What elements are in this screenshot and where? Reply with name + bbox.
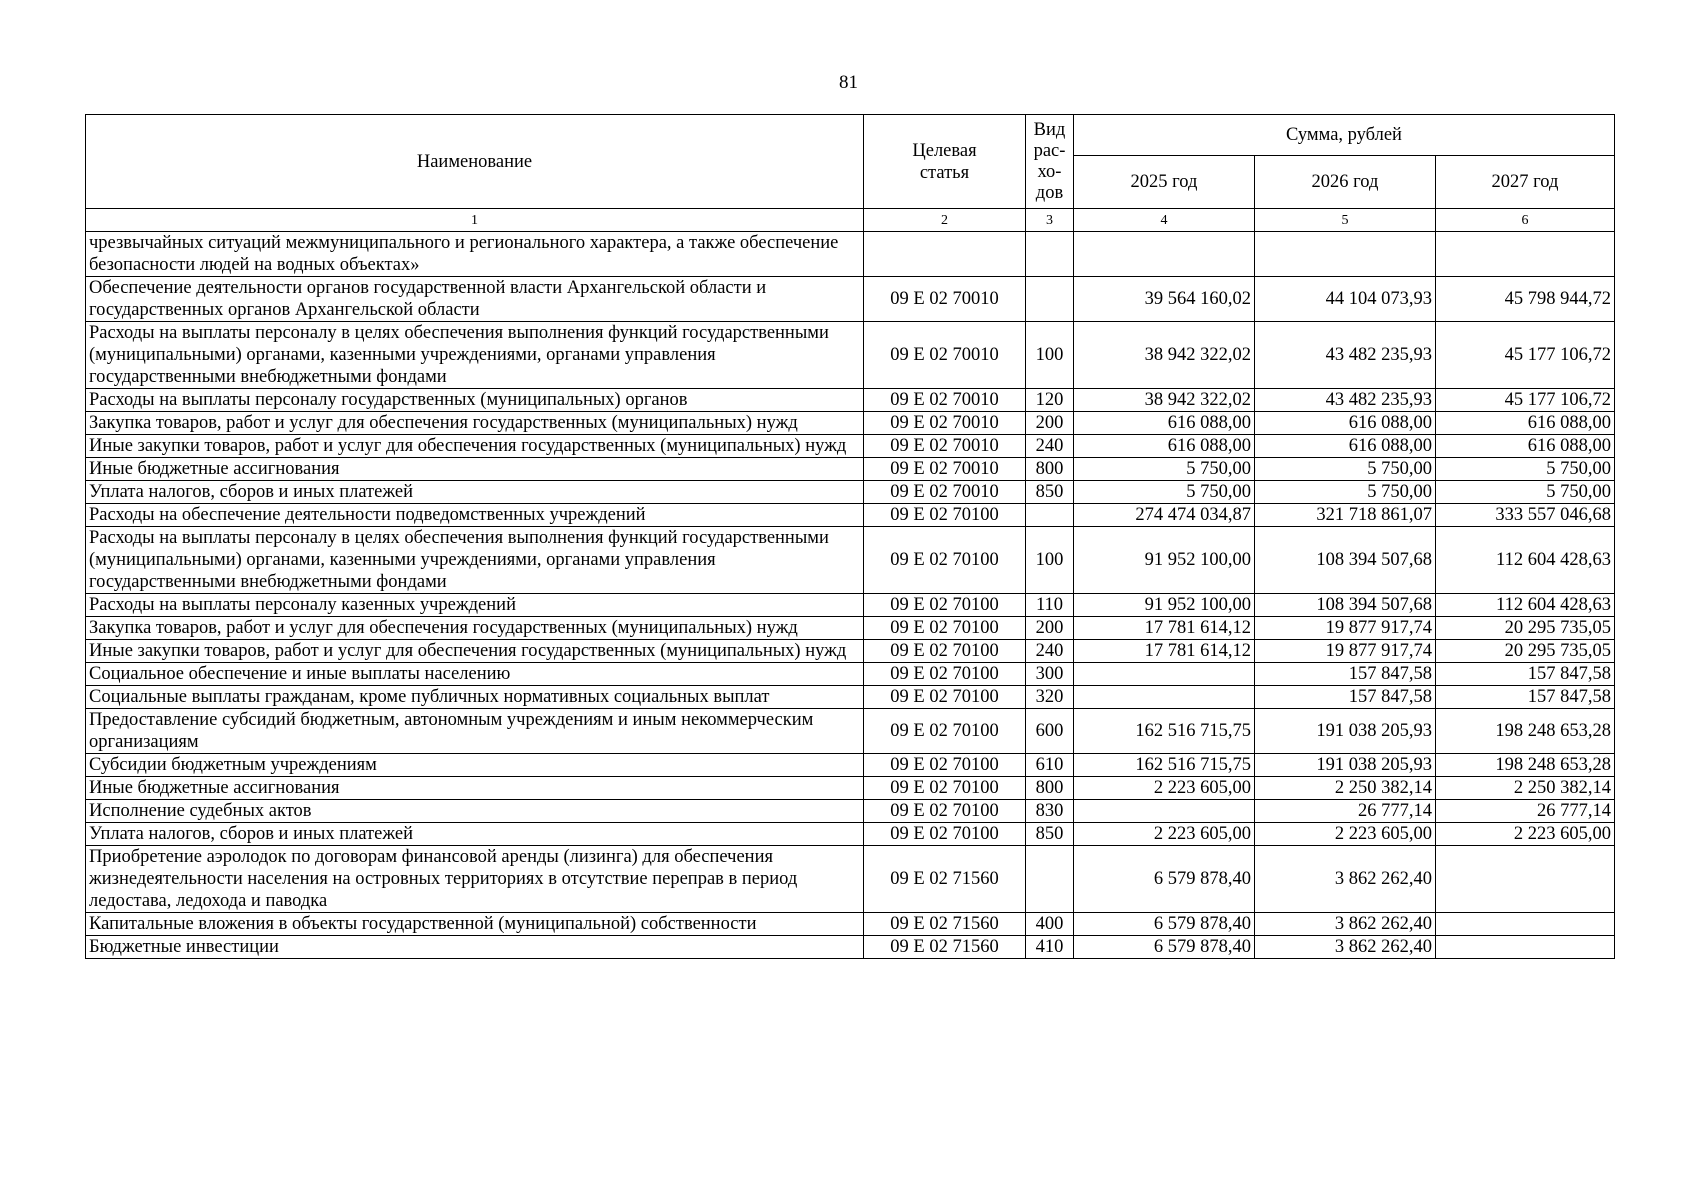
table-row bbox=[86, 686, 1615, 709]
row-amount-2026: 616 088,00 bbox=[1255, 412, 1436, 435]
header-sum: Сумма, рублей bbox=[1074, 115, 1615, 156]
row-amount-2026: 5 750,00 bbox=[1255, 458, 1436, 481]
row-amount-2025: 6 579 878,40 bbox=[1074, 846, 1255, 913]
row-amount-2025: 2 223 605,00 bbox=[1074, 823, 1255, 846]
table-row bbox=[86, 277, 1615, 322]
column-number: 4 bbox=[1074, 209, 1255, 232]
row-amount-2027: 45 798 944,72 bbox=[1436, 277, 1615, 322]
row-amount-2025: 616 088,00 bbox=[1074, 412, 1255, 435]
row-expense-kind: 320 bbox=[1026, 686, 1074, 709]
header-target-line2: статья bbox=[919, 162, 970, 183]
row-amount-2025: 17 781 614,12 bbox=[1074, 640, 1255, 663]
row-expense-kind bbox=[1026, 504, 1074, 527]
row-amount-2025: 39 564 160,02 bbox=[1074, 277, 1255, 322]
row-amount-2025: 162 516 715,75 bbox=[1074, 754, 1255, 777]
row-target-article: 09 Е 02 70010 bbox=[864, 412, 1026, 435]
row-target-article: 09 Е 02 70100 bbox=[864, 617, 1026, 640]
row-amount-2027 bbox=[1436, 936, 1615, 959]
row-name: Иные закупки товаров, работ и услуг для обеспечения государственных (муниципальных) нужд bbox=[86, 640, 864, 663]
row-amount-2025: 6 579 878,40 bbox=[1074, 936, 1255, 959]
row-name: Закупка товаров, работ и услуг для обеспечения государственных (муниципальных) нужд bbox=[86, 412, 864, 435]
row-target-article bbox=[864, 232, 1026, 277]
row-amount-2025: 5 750,00 bbox=[1074, 458, 1255, 481]
row-expense-kind: 610 bbox=[1026, 754, 1074, 777]
row-name: Расходы на выплаты персоналу казенных учреждений bbox=[86, 594, 864, 617]
row-name: Бюджетные инвестиции bbox=[86, 936, 864, 959]
row-amount-2026: 3 862 262,40 bbox=[1255, 846, 1436, 913]
row-amount-2026: 19 877 917,74 bbox=[1255, 617, 1436, 640]
row-target-article: 09 Е 02 70100 bbox=[864, 594, 1026, 617]
row-amount-2027: 616 088,00 bbox=[1436, 412, 1615, 435]
row-expense-kind bbox=[1026, 277, 1074, 322]
row-amount-2026: 26 777,14 bbox=[1255, 800, 1436, 823]
row-amount-2025: 91 952 100,00 bbox=[1074, 594, 1255, 617]
page-number: 81 bbox=[839, 72, 858, 93]
row-target-article: 09 Е 02 70010 bbox=[864, 322, 1026, 389]
table-body bbox=[86, 232, 1615, 959]
header-name: Наименование bbox=[86, 115, 864, 209]
row-target-article: 09 Е 02 70100 bbox=[864, 663, 1026, 686]
row-expense-kind: 410 bbox=[1026, 936, 1074, 959]
table-row bbox=[86, 617, 1615, 640]
table-row bbox=[86, 527, 1615, 594]
header-kind-line: Вид bbox=[1033, 119, 1066, 140]
row-expense-kind: 200 bbox=[1026, 412, 1074, 435]
row-name: Обеспечение деятельности органов государственной власти Архангельской области и государственных органов Архангельской области bbox=[86, 277, 864, 322]
table-row bbox=[86, 846, 1615, 913]
row-target-article: 09 Е 02 71560 bbox=[864, 936, 1026, 959]
header-kind-line: хо- bbox=[1037, 161, 1062, 182]
table-row bbox=[86, 913, 1615, 936]
row-expense-kind: 110 bbox=[1026, 594, 1074, 617]
row-amount-2026: 43 482 235,93 bbox=[1255, 389, 1436, 412]
budget-table bbox=[85, 114, 1615, 959]
row-expense-kind: 300 bbox=[1026, 663, 1074, 686]
row-target-article: 09 Е 02 70100 bbox=[864, 777, 1026, 800]
column-number: 5 bbox=[1255, 209, 1436, 232]
row-target-article: 09 Е 02 70100 bbox=[864, 800, 1026, 823]
header-year-2027: 2027 год bbox=[1436, 156, 1615, 209]
row-name: Капитальные вложения в объекты государственной (муниципальной) собственности bbox=[86, 913, 864, 936]
row-amount-2026 bbox=[1255, 232, 1436, 277]
table-row bbox=[86, 663, 1615, 686]
row-amount-2027: 333 557 046,68 bbox=[1436, 504, 1615, 527]
row-amount-2025: 616 088,00 bbox=[1074, 435, 1255, 458]
header-kind-line: рас- bbox=[1033, 140, 1066, 161]
row-amount-2027 bbox=[1436, 913, 1615, 936]
row-target-article: 09 Е 02 71560 bbox=[864, 913, 1026, 936]
row-target-article: 09 Е 02 71560 bbox=[864, 846, 1026, 913]
row-amount-2027: 20 295 735,05 bbox=[1436, 617, 1615, 640]
row-expense-kind: 850 bbox=[1026, 823, 1074, 846]
row-amount-2026: 2 250 382,14 bbox=[1255, 777, 1436, 800]
row-amount-2027 bbox=[1436, 232, 1615, 277]
row-amount-2027 bbox=[1436, 846, 1615, 913]
row-amount-2025: 38 942 322,02 bbox=[1074, 322, 1255, 389]
row-amount-2027: 45 177 106,72 bbox=[1436, 322, 1615, 389]
row-target-article: 09 Е 02 70100 bbox=[864, 686, 1026, 709]
row-expense-kind: 240 bbox=[1026, 640, 1074, 663]
row-amount-2026: 616 088,00 bbox=[1255, 435, 1436, 458]
row-name: Расходы на выплаты персоналу в целях обеспечения выполнения функций государственными (муниципальными) органами, казенными учреждениями, органами управления государственными внебюджетными фондами bbox=[86, 322, 864, 389]
row-name: Социальное обеспечение и иные выплаты населению bbox=[86, 663, 864, 686]
row-expense-kind bbox=[1026, 846, 1074, 913]
table-row bbox=[86, 389, 1615, 412]
table-row bbox=[86, 777, 1615, 800]
row-name: Иные закупки товаров, работ и услуг для обеспечения государственных (муниципальных) нужд bbox=[86, 435, 864, 458]
row-amount-2027: 198 248 653,28 bbox=[1436, 754, 1615, 777]
row-amount-2026: 43 482 235,93 bbox=[1255, 322, 1436, 389]
row-target-article: 09 Е 02 70100 bbox=[864, 823, 1026, 846]
row-amount-2026: 321 718 861,07 bbox=[1255, 504, 1436, 527]
row-name: чрезвычайных ситуаций межмуниципального и регионального характера, а также обеспечение безопасности людей на водных объектах» bbox=[86, 232, 864, 277]
table-row bbox=[86, 322, 1615, 389]
row-expense-kind: 830 bbox=[1026, 800, 1074, 823]
row-target-article: 09 Е 02 70010 bbox=[864, 277, 1026, 322]
row-target-article: 09 Е 02 70100 bbox=[864, 754, 1026, 777]
row-amount-2026: 19 877 917,74 bbox=[1255, 640, 1436, 663]
row-amount-2027: 20 295 735,05 bbox=[1436, 640, 1615, 663]
column-number: 1 bbox=[86, 209, 864, 232]
row-amount-2026: 5 750,00 bbox=[1255, 481, 1436, 504]
row-amount-2027: 2 223 605,00 bbox=[1436, 823, 1615, 846]
column-number: 6 bbox=[1436, 209, 1615, 232]
table-row bbox=[86, 435, 1615, 458]
row-name: Уплата налогов, сборов и иных платежей bbox=[86, 823, 864, 846]
row-target-article: 09 Е 02 70010 bbox=[864, 389, 1026, 412]
row-name: Субсидии бюджетным учреждениям bbox=[86, 754, 864, 777]
row-expense-kind: 200 bbox=[1026, 617, 1074, 640]
row-amount-2026: 157 847,58 bbox=[1255, 663, 1436, 686]
row-name: Расходы на выплаты персоналу в целях обеспечения выполнения функций государственными (муниципальными) органами, казенными учреждениями, органами управления государственными внебюджетными фондами bbox=[86, 527, 864, 594]
row-amount-2026: 3 862 262,40 bbox=[1255, 936, 1436, 959]
row-name: Иные бюджетные ассигнования bbox=[86, 458, 864, 481]
row-target-article: 09 Е 02 70100 bbox=[864, 709, 1026, 754]
row-expense-kind: 600 bbox=[1026, 709, 1074, 754]
row-target-article: 09 Е 02 70100 bbox=[864, 640, 1026, 663]
row-amount-2027: 157 847,58 bbox=[1436, 686, 1615, 709]
column-numbers-row bbox=[86, 209, 1615, 232]
row-target-article: 09 Е 02 70010 bbox=[864, 458, 1026, 481]
table-row bbox=[86, 458, 1615, 481]
row-amount-2025: 162 516 715,75 bbox=[1074, 709, 1255, 754]
row-target-article: 09 Е 02 70010 bbox=[864, 481, 1026, 504]
row-amount-2025: 17 781 614,12 bbox=[1074, 617, 1255, 640]
row-amount-2027: 112 604 428,63 bbox=[1436, 594, 1615, 617]
row-name: Социальные выплаты гражданам, кроме публичных нормативных социальных выплат bbox=[86, 686, 864, 709]
row-name: Уплата налогов, сборов и иных платежей bbox=[86, 481, 864, 504]
row-amount-2025: 6 579 878,40 bbox=[1074, 913, 1255, 936]
row-name: Закупка товаров, работ и услуг для обеспечения государственных (муниципальных) нужд bbox=[86, 617, 864, 640]
table-row bbox=[86, 481, 1615, 504]
row-amount-2026: 108 394 507,68 bbox=[1255, 527, 1436, 594]
row-name: Предоставление субсидий бюджетным, автономным учреждениям и иным некоммерческим организациям bbox=[86, 709, 864, 754]
row-amount-2025 bbox=[1074, 800, 1255, 823]
row-amount-2025: 38 942 322,02 bbox=[1074, 389, 1255, 412]
row-amount-2025 bbox=[1074, 686, 1255, 709]
row-amount-2026: 108 394 507,68 bbox=[1255, 594, 1436, 617]
row-amount-2025: 274 474 034,87 bbox=[1074, 504, 1255, 527]
row-name: Приобретение аэролодок по договорам финансовой аренды (лизинга) для обеспечения жизнедеятельности населения на островных территориях в отсутствие переправ в период ледостава, ледохода и паводка bbox=[86, 846, 864, 913]
row-amount-2025 bbox=[1074, 232, 1255, 277]
row-expense-kind: 400 bbox=[1026, 913, 1074, 936]
row-expense-kind: 800 bbox=[1026, 458, 1074, 481]
table-row bbox=[86, 936, 1615, 959]
table-row bbox=[86, 800, 1615, 823]
table-row bbox=[86, 504, 1615, 527]
row-amount-2026: 3 862 262,40 bbox=[1255, 913, 1436, 936]
row-amount-2027: 157 847,58 bbox=[1436, 663, 1615, 686]
table-row bbox=[86, 412, 1615, 435]
row-amount-2027: 616 088,00 bbox=[1436, 435, 1615, 458]
row-amount-2026: 2 223 605,00 bbox=[1255, 823, 1436, 846]
row-amount-2026: 191 038 205,93 bbox=[1255, 709, 1436, 754]
table-row bbox=[86, 640, 1615, 663]
header-target-article bbox=[864, 115, 1026, 209]
header-year-2026: 2026 год bbox=[1255, 156, 1436, 209]
row-amount-2026: 44 104 073,93 bbox=[1255, 277, 1436, 322]
row-expense-kind: 240 bbox=[1026, 435, 1074, 458]
row-amount-2025 bbox=[1074, 663, 1255, 686]
row-amount-2027: 112 604 428,63 bbox=[1436, 527, 1615, 594]
row-expense-kind: 100 bbox=[1026, 322, 1074, 389]
column-number: 2 bbox=[864, 209, 1026, 232]
row-amount-2027: 2 250 382,14 bbox=[1436, 777, 1615, 800]
row-name: Исполнение судебных актов bbox=[86, 800, 864, 823]
row-amount-2025: 91 952 100,00 bbox=[1074, 527, 1255, 594]
table-row bbox=[86, 823, 1615, 846]
header-year-2025: 2025 год bbox=[1074, 156, 1255, 209]
row-amount-2026: 191 038 205,93 bbox=[1255, 754, 1436, 777]
row-name: Иные бюджетные ассигнования bbox=[86, 777, 864, 800]
row-expense-kind bbox=[1026, 232, 1074, 277]
row-amount-2027: 45 177 106,72 bbox=[1436, 389, 1615, 412]
row-amount-2026: 157 847,58 bbox=[1255, 686, 1436, 709]
row-name: Расходы на обеспечение деятельности подведомственных учреждений bbox=[86, 504, 864, 527]
table-row bbox=[86, 594, 1615, 617]
row-amount-2027: 26 777,14 bbox=[1436, 800, 1615, 823]
table-row bbox=[86, 709, 1615, 754]
header-target-line1: Целевая bbox=[912, 140, 977, 161]
row-target-article: 09 Е 02 70100 bbox=[864, 527, 1026, 594]
row-expense-kind: 120 bbox=[1026, 389, 1074, 412]
header-expense-kind bbox=[1026, 115, 1074, 209]
row-expense-kind: 100 bbox=[1026, 527, 1074, 594]
row-expense-kind: 850 bbox=[1026, 481, 1074, 504]
row-target-article: 09 Е 02 70010 bbox=[864, 435, 1026, 458]
row-amount-2027: 198 248 653,28 bbox=[1436, 709, 1615, 754]
column-number: 3 bbox=[1026, 209, 1074, 232]
row-amount-2027: 5 750,00 bbox=[1436, 481, 1615, 504]
row-amount-2025: 5 750,00 bbox=[1074, 481, 1255, 504]
row-expense-kind: 800 bbox=[1026, 777, 1074, 800]
header-kind-line: дов bbox=[1035, 182, 1064, 203]
row-amount-2027: 5 750,00 bbox=[1436, 458, 1615, 481]
row-amount-2025: 2 223 605,00 bbox=[1074, 777, 1255, 800]
table-row bbox=[86, 754, 1615, 777]
table-row bbox=[86, 232, 1615, 277]
row-name: Расходы на выплаты персоналу государственных (муниципальных) органов bbox=[86, 389, 864, 412]
row-target-article: 09 Е 02 70100 bbox=[864, 504, 1026, 527]
